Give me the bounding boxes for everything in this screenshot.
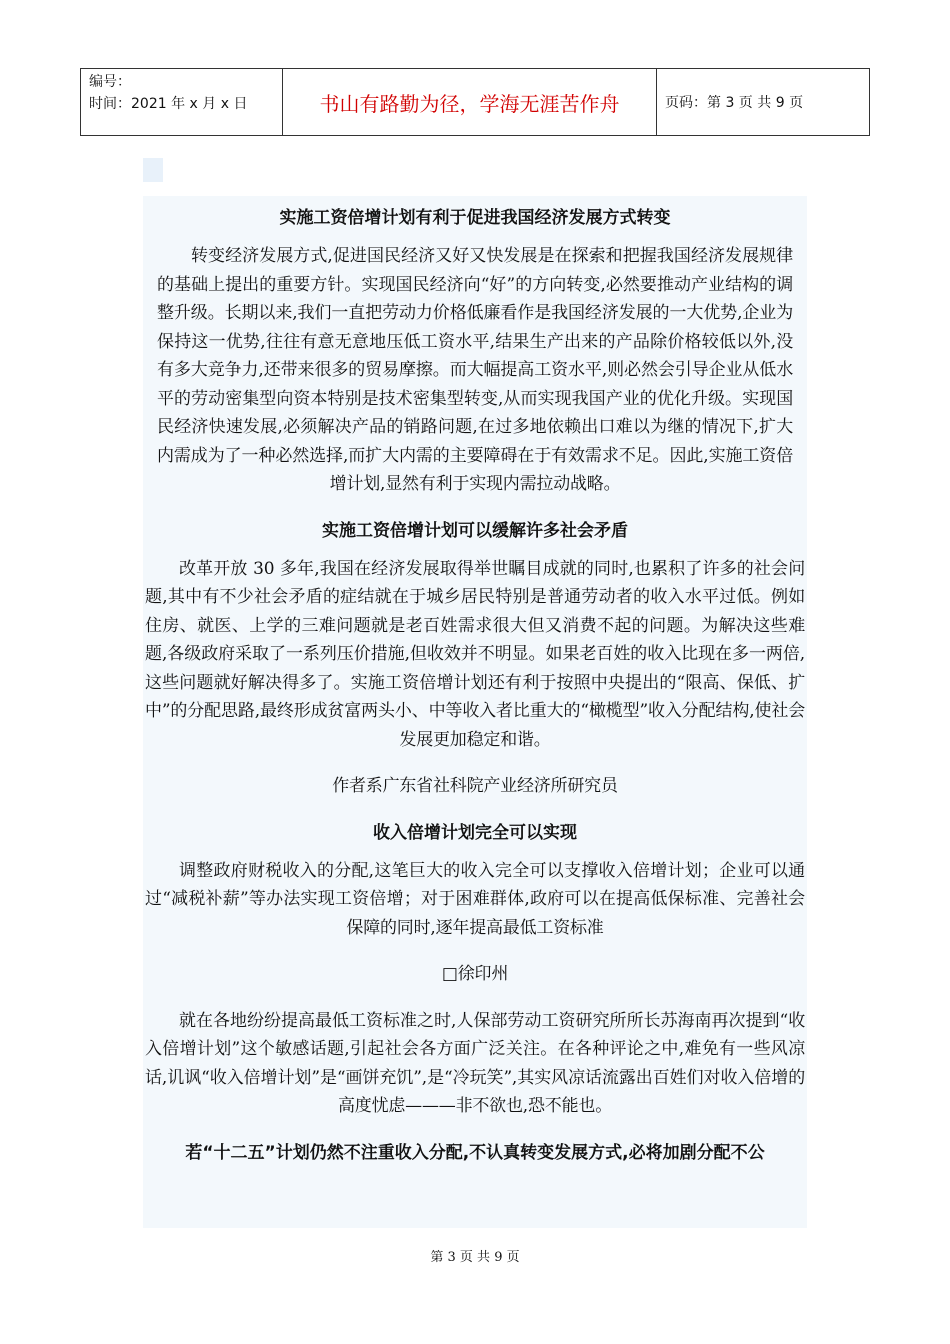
section-heading-1: 实施工资倍增计划有利于促进我国经济发展方式转变 bbox=[279, 208, 671, 228]
header-page-info: 页码：第 3 页 共 9 页 bbox=[665, 95, 804, 111]
section-heading-2: 实施工资倍增计划可以缓解许多社会矛盾 bbox=[322, 520, 628, 541]
page-footer: 第 3 页 共 9 页 bbox=[430, 1250, 520, 1265]
time-label: 时间：2021 年 x 月 x 日 bbox=[89, 96, 248, 112]
document-header bbox=[80, 68, 870, 136]
header-motto: 书山有路勤为径，学海无涯苦作舟 bbox=[283, 69, 657, 135]
byline: □徐印州 bbox=[441, 964, 509, 984]
section-heading-4: 若“十二五”计划仍然不注重收入分配,不认真转变发展方式,必将加剧分配不公 bbox=[185, 1142, 765, 1163]
paragraph-4: 就在各地纷纷提高最低工资标准之时,人保部劳动工资研究所所长苏海南再次提到“收入倍增计划”这个敏感话题,引起社会各方面广泛关注。在各种评论之中,难免有一些风凉话,讥讽“收入倍增计划”是“画饼充饥”,是“冷玩笑”,其实风凉话流露出百姓们对收入倍增的高度忧虑———非不欲也,恐不能也。 bbox=[145, 1010, 805, 1116]
number-label: 编号： bbox=[89, 74, 131, 90]
paragraph-2: 改革开放 30 多年,我国在经济发展取得举世瞩目成就的同时,也累积了许多的社会问题,其中有不少社会矛盾的症结就在于城乡居民特别是普通劳动者的收入水平过低。例如住房、就医、上学的三难问题就是老百姓需求很大但又消费不起的问题。为解决这些难题,各级政府采取了一系列压价措施,但收效并不明显。如果老百姓的收入比现在多一两倍,这些问题就好解决得多了。实施工资倍增计划还有利于按照中央提出的“限高、保低、扩中”的分配思路,最终形成贫富两头小、中等收入者比重大的“橄榄型”收入分配结构,使社会发展更加稳定和谐。 bbox=[145, 558, 805, 750]
author-note: 作者系广东省社科院产业经济所研究员 bbox=[332, 776, 618, 796]
article-body bbox=[143, 196, 807, 1228]
section-heading-3: 收入倍增计划完全可以实现 bbox=[373, 822, 577, 843]
decorative-square bbox=[143, 158, 163, 182]
paragraph-3: 调整政府财税收入的分配,这笔巨大的收入完全可以支撑收入倍增计划；企业可以通过“减税补薪”等办法实现工资倍增；对于困难群体,政府可以在提高低保标准、完善社会保障的同时,逐年提高最低工资标准 bbox=[145, 860, 805, 938]
header-meta bbox=[81, 69, 283, 135]
paragraph-1: 转变经济发展方式,促进国民经济又好又快发展是在探索和把握我国经济发展规律的基础上提出的重要方针。实现国民经济向“好”的方向转变,必然要推动产业结构的调整升级。长期以来,我们一直把劳动力价格低廉看作是我国经济发展的一大优势,企业为保持这一优势,往往有意无意地压低工资水平,结果生产出来的产品除价格较低以外,没有多大竞争力,还带来很多的贸易摩擦。而大幅提高工资水平,则必然会引导企业从低水平的劳动密集型向资本特别是技术密集型转变,从而实现我国产业的优化升级。实现国民经济快速发展,必须解决产品的销路问题,在过多地依赖出口难以为继的情况下,扩大内需成为了一种必然选择,而扩大内需的主要障碍在于有效需求不足。因此,实施工资倍增计划,显然有利于实现内需拉动战略。 bbox=[157, 246, 793, 494]
